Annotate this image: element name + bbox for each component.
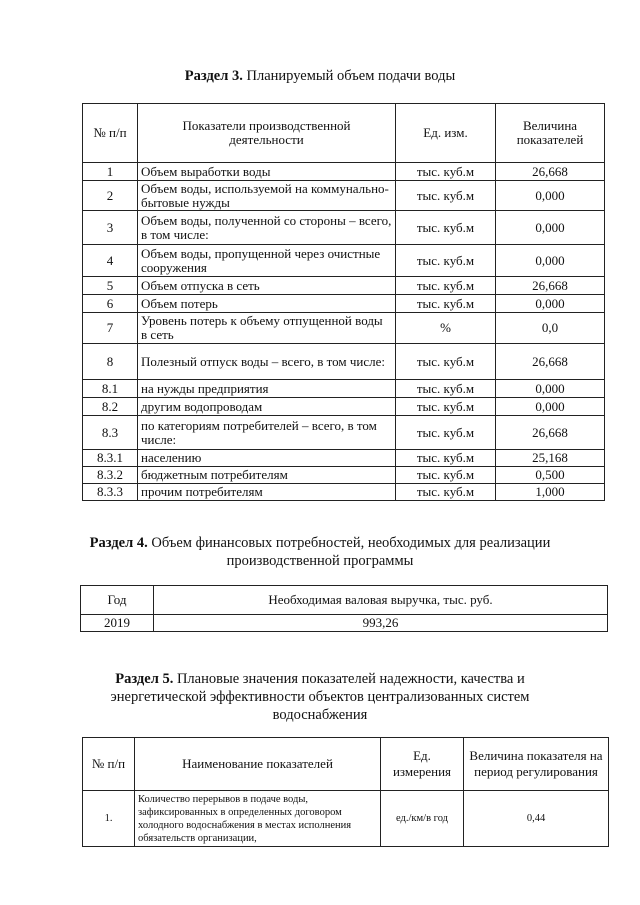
row-unit: тыс. куб.м [396,295,496,313]
row-name: Объем отпуска в сеть [138,277,396,295]
row-num: 4 [83,245,138,277]
row-value: 26,668 [496,416,605,450]
header-value: Величина показателей [496,104,605,163]
row-unit: тыс. куб.м [396,245,496,277]
row-name: прочим потребителям [138,484,396,501]
section5-heading [60,670,580,724]
row-num: 8.3.1 [83,450,138,467]
row-name: бюджетным потребителям [138,467,396,484]
reliability-indicators-table [82,737,609,847]
row-name: Объем воды, полученной со стороны – всего, в том числе: [138,211,396,245]
row-value: 26,668 [496,277,605,295]
row-num: 2 [83,181,138,211]
row-name: Уровень потерь к объему отпущенной воды в сеть [138,313,396,344]
section4-title-bold: Раздел 4. [89,535,148,551]
row-name: Количество перерывов в подаче воды, зафиксированных в определенных договором холодного водоснабжения в местах исполнения обязательств организации, [135,791,381,847]
row-num: 1 [83,163,138,181]
table-row [83,295,605,313]
row-unit: тыс. куб.м [396,467,496,484]
section4-heading [40,534,600,570]
table-row [83,277,605,295]
section5-title: Плановые значения показателей надежности, качества и [176,671,525,687]
section4-title-line1 [40,534,600,552]
row-value: 26,668 [496,344,605,380]
table-row [83,163,605,181]
row-value: 0,000 [496,245,605,277]
row-unit: тыс. куб.м [396,450,496,467]
row-num: 8.3 [83,416,138,450]
row-name: Полезный отпуск воды – всего, в том числе: [138,344,396,380]
row-value: 0,000 [496,181,605,211]
row-revenue: 993,26 [154,615,608,632]
table-row [83,450,605,467]
table-row [83,791,609,847]
row-num: 8.3.2 [83,467,138,484]
row-num: 5 [83,277,138,295]
table-row [83,416,605,450]
row-unit: тыс. куб.м [396,344,496,380]
row-num: 8.3.3 [83,484,138,501]
header-indicator: Показатели производственной деятельности [138,104,396,163]
row-name: Объем потерь [138,295,396,313]
table-row [81,615,608,632]
row-unit: % [396,313,496,344]
row-unit: тыс. куб.м [396,380,496,398]
row-unit: тыс. куб.м [396,163,496,181]
row-num: 8 [83,344,138,380]
row-num: 8.2 [83,398,138,416]
header-unit: Ед. изм. [396,104,496,163]
row-value: 0,0 [496,313,605,344]
row-unit: тыс. куб.м [396,211,496,245]
row-unit: тыс. куб.м [396,277,496,295]
row-num: 6 [83,295,138,313]
section5-title-line2: энергетической эффективности объектов централизованных систем [110,689,530,705]
row-name: Объем воды, используемой на коммунально-бытовые нужды [138,181,396,211]
row-unit: тыс. куб.м [396,398,496,416]
header-revenue: Необходимая валовая выручка, тыс. руб. [154,586,608,615]
row-name: Объем выработки воды [138,163,396,181]
table-row [83,467,605,484]
header-num: № п/п [83,104,138,163]
row-name: на нужды предприятия [138,380,396,398]
section3-title-bold: Раздел 3. [184,68,243,84]
table-row [83,484,605,501]
header-name: Наименование показателей [135,738,381,791]
row-name: населению [138,450,396,467]
header-year: Год [81,586,154,615]
table-row [83,380,605,398]
water-supply-table [82,103,605,501]
row-value: 0,000 [496,380,605,398]
row-unit: тыс. куб.м [396,181,496,211]
row-unit: тыс. куб.м [396,416,496,450]
financial-needs-table [80,585,608,632]
table-row [83,313,605,344]
table-row [83,344,605,380]
row-num: 8.1 [83,380,138,398]
section5-title-line3: водоснабжения [272,707,368,723]
row-unit: тыс. куб.м [396,484,496,501]
section4-title-line2: производственной программы [226,553,414,569]
section4-title: Объем финансовых потребностей, необходимых для реализации [151,535,551,551]
table-header-row [83,738,609,791]
row-num: 1. [83,791,135,847]
header-value: Величина показателя на период регулирования [464,738,609,791]
row-value: 0,500 [496,467,605,484]
section5-title-bold: Раздел 5. [115,671,174,687]
row-value: 0,000 [496,398,605,416]
row-name: по категориям потребителей – всего, в том числе: [138,416,396,450]
section3-title: Планируемый объем подачи воды [246,68,456,84]
row-value: 26,668 [496,163,605,181]
header-num: № п/п [83,738,135,791]
row-value: 1,000 [496,484,605,501]
table-row [83,398,605,416]
table-row [83,245,605,277]
section3-heading [70,67,570,85]
row-num: 7 [83,313,138,344]
row-value: 0,44 [464,791,609,847]
table-row [83,181,605,211]
row-num: 3 [83,211,138,245]
row-name: Объем воды, пропущенной через очистные сооружения [138,245,396,277]
row-name: другим водопроводам [138,398,396,416]
row-year: 2019 [81,615,154,632]
row-value: 25,168 [496,450,605,467]
table-header-row [83,104,605,163]
row-value: 0,000 [496,295,605,313]
row-unit: ед./км/в год [381,791,464,847]
header-unit: Ед. измерения [381,738,464,791]
table-row [83,211,605,245]
table-header-row [81,586,608,615]
section5-title-line1 [60,670,580,688]
row-value: 0,000 [496,211,605,245]
